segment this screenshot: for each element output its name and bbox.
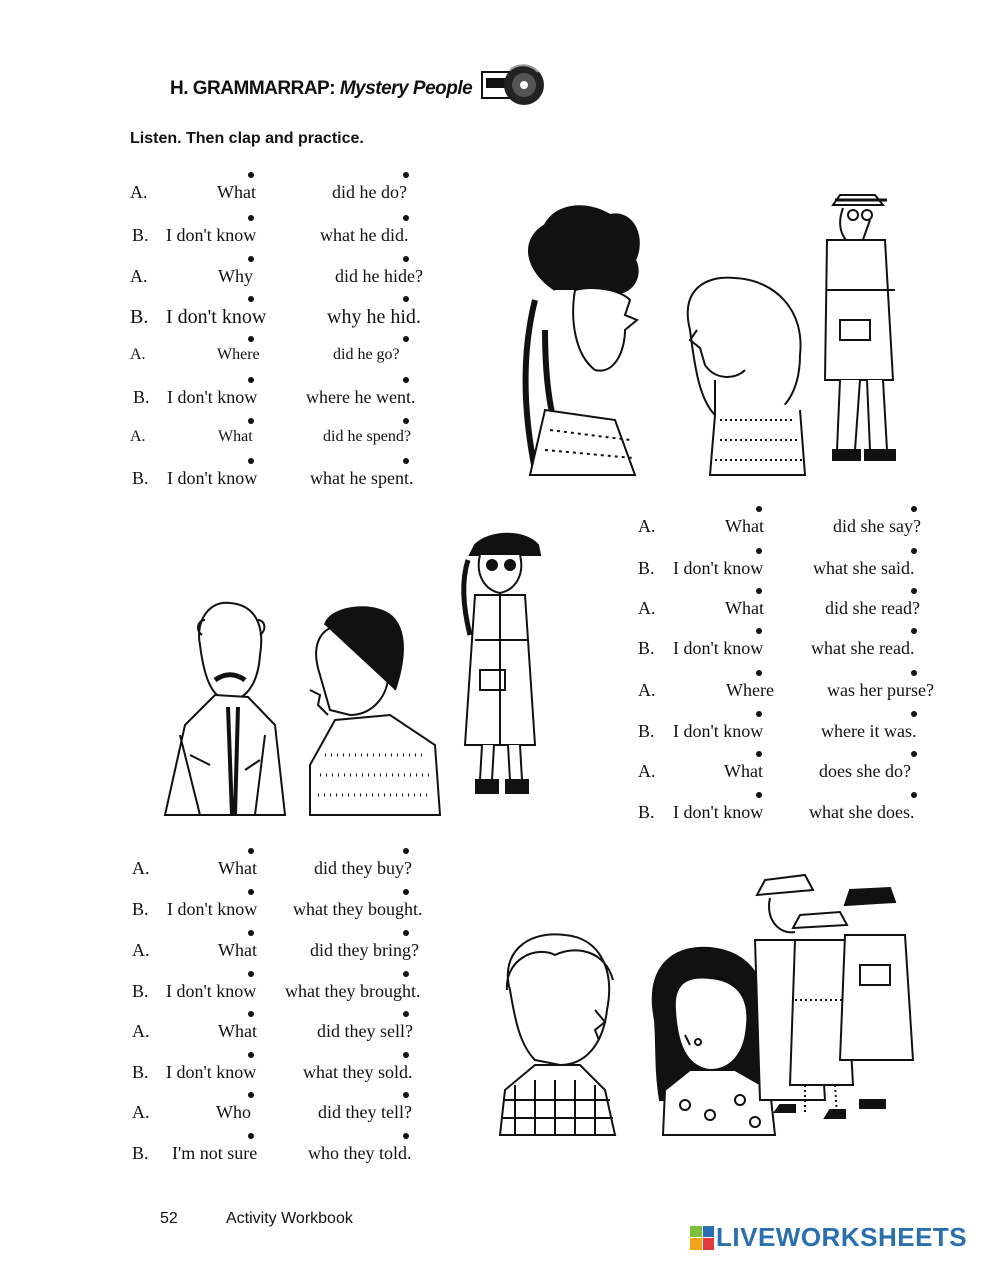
illustration-mystery-group [495, 860, 925, 1140]
phrase-2: what she does. [809, 802, 915, 822]
phrase-2: what he did. [320, 225, 409, 245]
beat-dot [248, 172, 254, 178]
speaker-label: A. [130, 266, 148, 286]
speaker-label: A. [132, 858, 150, 878]
phrase-1: Why [218, 266, 253, 286]
speaker-label: B. [638, 558, 655, 578]
phrase-1: I don't know [166, 225, 257, 245]
beat-dot [911, 588, 917, 594]
phrase-2: what they brought. [285, 981, 421, 1001]
speaker-label: B. [132, 899, 149, 919]
phrase-1: I don't know [166, 306, 267, 328]
instruction: Listen. Then clap and practice. [130, 130, 364, 147]
phrase-1: What [218, 428, 253, 445]
beat-dot [403, 1011, 409, 1017]
beat-dot [911, 628, 917, 634]
illustration-mystery-woman [160, 525, 550, 820]
beat-dot [756, 548, 762, 554]
beat-dot [911, 548, 917, 554]
speaker-label: A. [638, 516, 656, 536]
title-prefix: H. GRAMMARRAP: [170, 78, 336, 99]
speaker-label: B. [133, 387, 150, 407]
speaker-label: A. [132, 1021, 150, 1041]
cd-player-icon[interactable] [480, 62, 546, 108]
speaker-label: B. [132, 225, 149, 245]
phrase-1: What [218, 940, 257, 960]
phrase-1: What [724, 761, 763, 781]
speaker-label: A. [132, 940, 150, 960]
beat-dot [756, 711, 762, 717]
beat-dot [756, 506, 762, 512]
speaker-label: B. [638, 638, 655, 658]
beat-dot [911, 711, 917, 717]
phrase-1: What [217, 182, 256, 202]
phrase-1: I'm not sure [172, 1143, 258, 1163]
phrase-1: Where [726, 680, 774, 700]
speaker-label: A. [130, 428, 146, 445]
speaker-label: B. [132, 468, 149, 488]
speaker-label: A. [130, 182, 148, 202]
phrase-2: did she say? [833, 516, 921, 536]
beat-dot [911, 792, 917, 798]
phrase-2: where he went. [306, 387, 416, 407]
phrase-1: What [725, 516, 764, 536]
speaker-label: B. [638, 721, 655, 741]
phrase-1: I don't know [673, 638, 764, 658]
phrase-1: Who [216, 1102, 251, 1122]
beat-dot [403, 971, 409, 977]
beat-dot [248, 215, 254, 221]
page-title [170, 78, 472, 100]
phrase-2: was her purse? [827, 680, 934, 700]
title-italic: Mystery People [339, 78, 473, 99]
speaker-label: A. [638, 598, 656, 618]
beat-dot [911, 670, 917, 676]
phrase-1: I don't know [673, 558, 764, 578]
beat-dot [403, 256, 409, 262]
speaker-label: A. [638, 761, 656, 781]
illustration-mystery-man [515, 180, 900, 480]
phrase-2: what they bought. [293, 899, 423, 919]
beat-dot [248, 1092, 254, 1098]
beat-dot [911, 506, 917, 512]
beat-dot [911, 751, 917, 757]
phrase-2: who they told. [308, 1143, 412, 1163]
phrase-1: I don't know [166, 981, 257, 1001]
phrase-1: I don't know [167, 468, 258, 488]
beat-dot [756, 670, 762, 676]
phrase-1: I don't know [166, 1062, 257, 1082]
beat-dot [403, 1052, 409, 1058]
beat-dot [248, 296, 254, 302]
phrase-2: did he hide? [335, 266, 423, 286]
phrase-1: I don't know [167, 387, 258, 407]
beat-dot [403, 848, 409, 854]
phrase-2: did he go? [333, 346, 400, 363]
speaker-label: A. [638, 680, 656, 700]
speaker-label: B. [132, 1062, 149, 1082]
liveworksheets-brand[interactable] [690, 1222, 967, 1253]
phrase-2: did they sell? [317, 1021, 413, 1041]
beat-dot [403, 1092, 409, 1098]
beat-dot [756, 792, 762, 798]
beat-dot [248, 256, 254, 262]
speaker-label: B. [132, 1143, 149, 1163]
phrase-1: What [218, 1021, 257, 1041]
phrase-2: did they tell? [318, 1102, 412, 1122]
phrase-2: why he hid. [327, 306, 421, 328]
phrase-1: I don't know [167, 899, 258, 919]
phrase-2: does she do? [819, 761, 911, 781]
beat-dot [248, 971, 254, 977]
phrase-1: What [218, 858, 257, 878]
beat-dot [248, 889, 254, 895]
phrase-1: I don't know [673, 802, 764, 822]
phrase-2: what they sold. [303, 1062, 413, 1082]
book-title: Activity Workbook [226, 1210, 353, 1227]
phrase-2: what he spent. [310, 468, 414, 488]
beat-dot [403, 172, 409, 178]
beat-dot [248, 1011, 254, 1017]
liveworksheets-logo-icon [690, 1226, 714, 1250]
brand-name: LIVEWORKSHEETS [716, 1222, 968, 1252]
phrase-1: Where [217, 346, 260, 363]
phrase-2: where it was. [821, 721, 917, 741]
beat-dot [403, 889, 409, 895]
phrase-1: What [725, 598, 764, 618]
beat-dot [403, 215, 409, 221]
phrase-1: I don't know [673, 721, 764, 741]
page-number: 52 [160, 1210, 178, 1227]
beat-dot [248, 336, 254, 342]
phrase-2: did they buy? [314, 858, 412, 878]
beat-dot [403, 377, 409, 383]
phrase-2: what she said. [813, 558, 915, 578]
phrase-2: did he spend? [323, 428, 411, 445]
beat-dot [248, 377, 254, 383]
speaker-label: B. [130, 306, 149, 328]
speaker-label: B. [132, 981, 149, 1001]
phrase-2: what she read. [811, 638, 915, 658]
beat-dot [403, 1133, 409, 1139]
beat-dot [403, 930, 409, 936]
beat-dot [248, 458, 254, 464]
phrase-2: did they bring? [310, 940, 419, 960]
beat-dot [403, 296, 409, 302]
beat-dot [248, 418, 254, 424]
speaker-label: A. [132, 1102, 150, 1122]
phrase-2: did she read? [825, 598, 920, 618]
beat-dot [248, 848, 254, 854]
beat-dot [248, 1133, 254, 1139]
beat-dot [403, 336, 409, 342]
speaker-label: B. [638, 802, 655, 822]
beat-dot [756, 628, 762, 634]
beat-dot [403, 418, 409, 424]
phrase-2: did he do? [332, 182, 407, 202]
beat-dot [403, 458, 409, 464]
beat-dot [756, 751, 762, 757]
beat-dot [756, 588, 762, 594]
beat-dot [248, 1052, 254, 1058]
speaker-label: A. [130, 346, 146, 363]
beat-dot [248, 930, 254, 936]
